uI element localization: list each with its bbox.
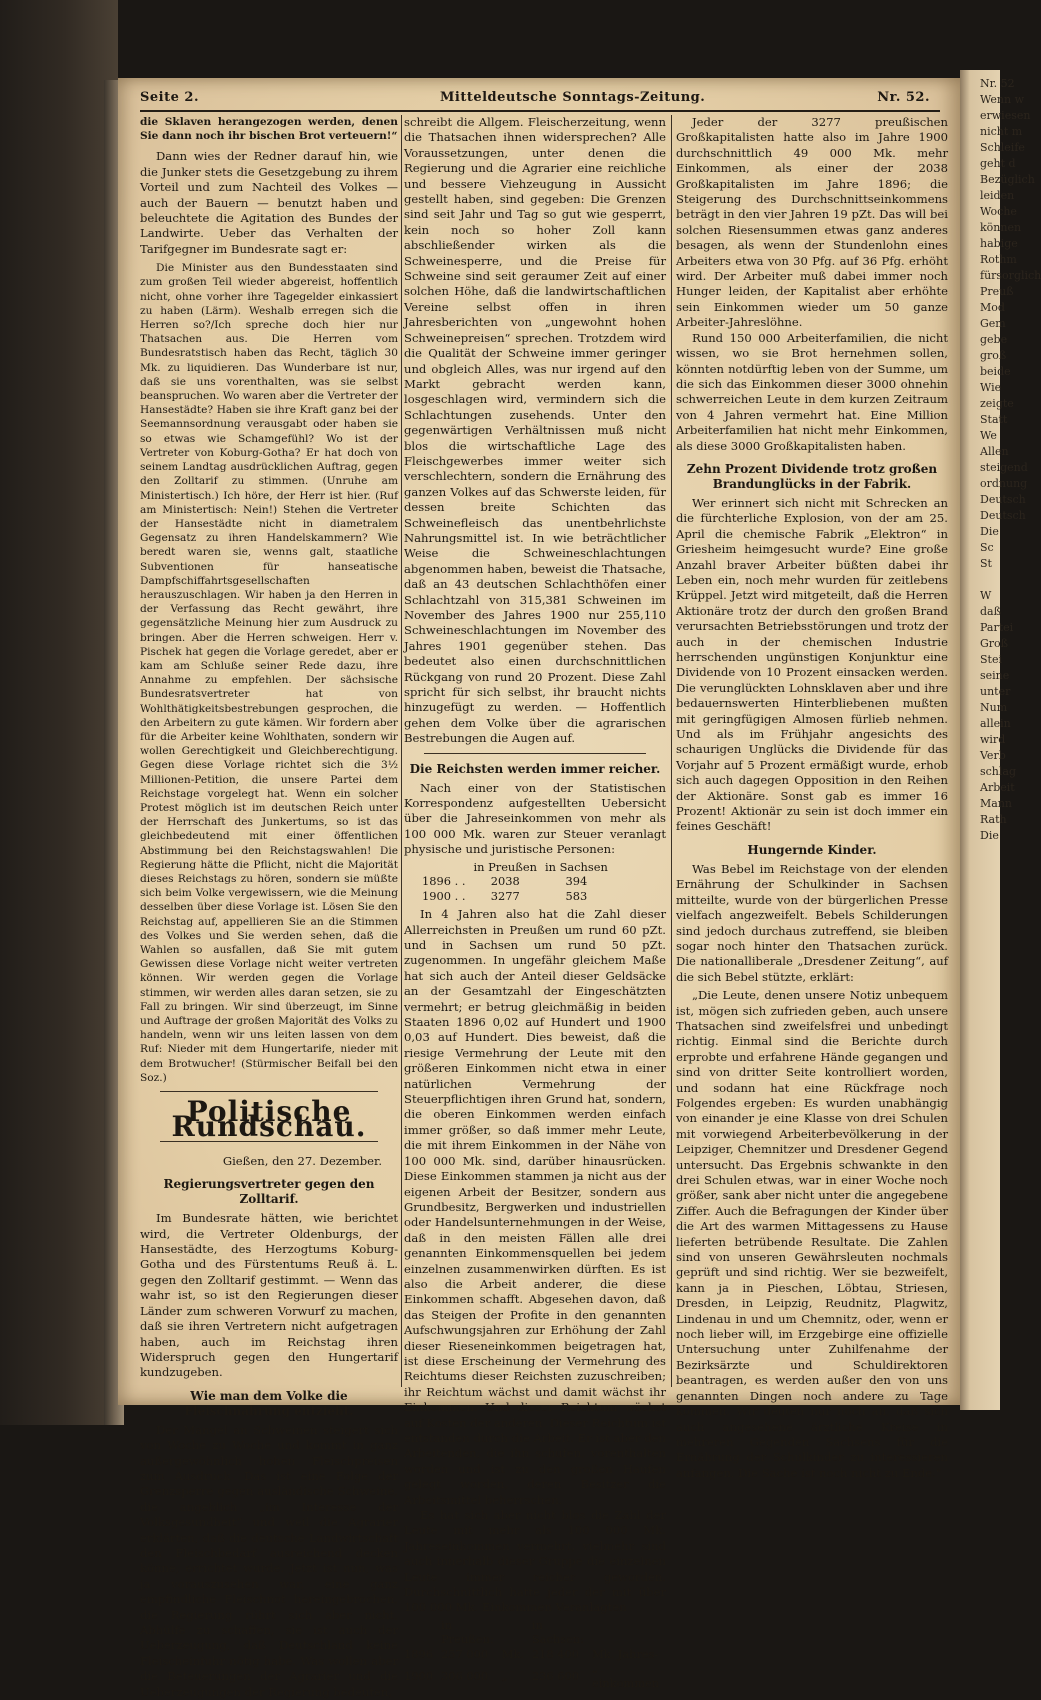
table-row	[404, 1647, 667, 1662]
paragraph: Was Bebel im Reichstage von der elenden Ernährung der Schulkinder in Sachsen mitteilte, wurde von der bürgerlichen Presse vielfach angezweifelt. Bebels Schilderungen sind jedoch durchaus zutreffend, sie bleiben sogar noch hinter den Thatsachen zurück. Die nationalliberale „Dresdener Zeitung“, auf die sich Bebel stützte, erklärt:	[676, 861, 948, 984]
section-title: Politische Rundschau.	[171, 1095, 367, 1144]
table-cell: 218 400	[531, 1646, 579, 1661]
dateline: Gießen, den 27. Dezember.	[222, 1153, 382, 1168]
table-header-cell: in Preußen:	[441, 1617, 494, 1647]
newspaper-title: Mitteldeutsche Sonntags-Zeitung.	[440, 90, 706, 105]
paragraph: Der Mangel an Schweinen steigert sich von Woche zu Woche und kommt in ganz außergewöhnlich hohen Fleischpreisen zum Ausdruck. Das ist eine Folge der Grenzsperre gegen ausländische Schweine, die angeblich „im Interesse der Volksgesundheit“ und weil die Agrarier erklärten, daß die deutsche Landwirtschaft den Fleischbedarf ausreichend decken könne, errichtet wurde. Jetzt ist nun, was ja vorauszusehen war, eine ganz empfindliche Fleischnot hereingebrochen, die Regierung rührt sich aber nicht, Abhülfe zu schaffen, sie ist auch der Ueberzeugung, daß Deutschland keine Fleischeinfuhr nötig habe. Was wollen aber die Beteuerungen der Agrarier und die Ueberzeugungen der Regierung bedeuten,	[140, 1422, 398, 1699]
article-heading: Zehn Prozent Dividende trotz großen Brandunglücks in der Fabrik.	[686, 461, 938, 491]
table-cell: Mk.	[501, 1646, 524, 1661]
paragraph: schreibt die Allgem. Fleischerzeitung, wenn die Thatsachen ihnen widersprechen? Alle Voraussetzungen, unter denen die Regierung und die Agrarier eine reichliche und bessere Viehzeugung in Aussicht gestellt haben, sind gegeben: Die Grenzen sind seit Jahr und Tag so gut wie gesperrt, kein noch so hoher Zoll kann abschließender wirken als die Schweinesperre, und die Preise für Schweine sind seit geraumer Zeit auf einer solchen Höhe, daß die landwirtschaftlichen Vereine selbst offen in ihren Jahresberichten von „ungewohnt hohen Schweinepreisen“ sprechen. Trotzdem wird die Qualität der Schweine immer geringer und obgleich Alles, was nur irgend auf den Markt gebracht werden kann, losgeschlagen wird, vermindern sich die Schlachtungen zusehends. Unter den gegenwärtigen Verhältnissen muß nicht blos die wirtschaftliche Lage des Fleischgewerbes immer weiter sich verschlechtern, sondern die Ernährung des ganzen Volkes auf das Schwerste leiden, für dessen breite Schichten das Schweinefleisch das unentbehrlichste Nahrungsmittel ist. In wie beträchtlicher Weise die Schweineschlachtungen abgenommen haben, beweist die Thatsache, daß an 43 deutschen Schlachthöfen einer Schlachtzahl von 315,381 Schweinen im November des Jahres 1900 nur 255,110 Schweineschlachtungen im November des Jahres 1901 gegenüber stehen. Das bedeutet also einen durchschnittlichen Rückgang von rund 20 Prozent. Diese Zahl spricht für sich selbst, ihr braucht nichts hinzugefügt zu werden. — Hoffentlich gehen dem Volke über die agrarischen Bestrebungen die Augen auf.	[404, 115, 666, 746]
quoted-paragraph: „Die Leute, denen unsere Notiz unbequem ist, mögen sich zufrieden geben, auch unsere Thatsachen sind zweifelsfrei und unbedingt richtig. Einmal sind die Berichte durch erprobte und erfahrene Hände gegangen und sind von dritter Seite kontrolliert worden, und sodann hat eine Rückfrage noch Folgendes ergeben: Es wurden unabhängig von einander je eine Klasse von drei Schulen mit vorwiegend Arbeiterbevölkerung in der Leipziger, Chemnitzer und Dresdener Gegend untersucht. Das Ergebnis schwankte in den drei Schulen etwas, war in einer Woche noch größer, sank aber nicht unter die angegebene Ziffer. Auch die Befragungen der Kinder über die Art des warmen Mittagessens zu Hause lieferten betrübende Resultate. Die Zahlen sind von unseren Gewährsleuten nochmals geprüft und sind richtig. Wer sie bezweifelt, kann ja in Pieschen, Löbtau, Striesen, Dresden, in Leipzig, Reudnitz, Plagwitz, Lindenau in und um Chemnitz, oder, wenn er noch lieber will, im Erzgebirge eine offizielle Untersuchung unter Zuhilfenahme der Bezirksärzte und Schuldirektoren beantragen, es werden außer den von uns genannten Dingen noch andere zu Tage kommen. Wir deuten nur noch an, daß sich auch angesehene ärztliche Kreise in mehreren Gegenden Sachsens für die Ernährung der Schulkinder zu interessieren anfangen. Die Sache ist noch nicht zu Ende.“	[676, 988, 948, 1480]
table-header-cell: in Sachsen:	[531, 1617, 584, 1647]
adjacent-page-edge	[960, 70, 1041, 1410]
column-divider	[671, 115, 672, 1387]
article-heading: Wie man dem Volke die Fleischnahrung entzieht.	[184, 1388, 354, 1418]
paragraph: Jeder der 3277 preußischen Großkapitalisten hatte also im Jahre 1900 durchschnittlich 49 000 Mk. mehr Einkommen, als einer der 2038 Großkapitalisten im Jahre 1896; die Steigerung des Durchschnittseinkommens beträgt in den vier Jahren 19 pZt. Das will bei solchen Riesensummen etwas ganz anderes besagen, als wenn der Stundenlohn eines Arbeiters etwa von 30 Pfg. auf 36 Pfg. erhöht wird. Der Arbeiter muß dabei immer noch Hunger leiden, der Kapitalist aber erhöhte sein Einkommen wieder um 50 ganze Arbeiter-Jahreslöhne.	[676, 115, 948, 330]
header-rule	[140, 110, 940, 112]
issue-number: Nr. 52.	[877, 90, 930, 105]
article-heading: Hungernde Kinder.	[747, 842, 877, 857]
section-rule	[160, 1091, 378, 1092]
income-table	[422, 860, 616, 904]
table-header-cell	[502, 1618, 532, 1647]
paragraph: Wer erinnert sich nicht mit Schrecken an die fürchterliche Explosion, von der am 25. April die chemische Fabrik „Elektron“ in Griesheim heimgesucht wurde? Eine große Anzahl braver Arbeiter büßten dabei ihr Leben ein, noch mehr wurden für zeitlebens Krüppel. Jetzt wird mitgeteilt, daß die Herren Aktionäre trotz der durch den großen Brand verursachten Betriebsstörungen und trotz der auch in der chemischen Industrie herrschenden ungünstigen Konjunktur eine Dividende von 10 Prozent einsacken werden. Die verunglückten Lohnsklaven aber und ihre bedauernswerten Hinterbliebenen mußten mit geringfügigen Almosen fürlieb nehmen. Und als im Frühjahr angesichts des schaurigen Unglücks die Dividende für das Vorjahr auf 5 Prozent ermäßigt wurde, erhob sich auch dagegen Opposition in den Reihen der Aktionäre. Sonst gab es immer 16 Prozent! Aktionär zu sein ist doch immer ein feines Geschäft!	[676, 495, 948, 834]
table-header-cell: in Sachsen	[544, 859, 608, 874]
section-rule	[424, 753, 646, 754]
table-cell: 257 000	[441, 1646, 489, 1661]
table-cell: 583	[565, 888, 588, 903]
table-cell: 2038	[490, 874, 520, 889]
page-number: Seite 2.	[140, 90, 199, 105]
table-header-cell	[404, 1618, 441, 1647]
page-header	[140, 88, 940, 110]
table-header-cell	[592, 1618, 667, 1647]
table-header-cell: in Preußen	[473, 859, 537, 874]
table-cell: 394	[565, 874, 588, 889]
table-cell: 1900	[404, 1668, 433, 1683]
table-cell: 1900 . .	[422, 888, 466, 903]
table-cell: 1896 . .	[422, 874, 466, 889]
book-binding	[0, 0, 118, 1425]
paragraph: Es hat sich aber nicht blos die Zahl der Leute mit mehr als 100 000 Mk. Jahreseinkommen vermehrt, vielmehr sind auch innerhalb dieser Gruppe die einzelnen Leute immer reicher geworden. Durchschnittlich hatte jeder der mit über 100 000 Mk. Einkommen Veranlagten	[404, 1508, 666, 1615]
paragraph: Im Bundesrate hätten, wie berichtet wird, die Vertreter Oldenburgs, der Hansestädte, des Herzogtums Koburg-Gotha und des Fürstentums Reuß ä. L. gegen den Zolltarif gestimmt. — Wenn das wahr ist, so ist den Regierungen dieser Länder zum schweren Vorwurf zu machen, daß sie ihren Vertretern nicht aufgetragen haben, auch im Reichstag ihren Widerspruch gegen den Hungertarif kundzugeben.	[140, 1211, 398, 1380]
table-row	[422, 889, 616, 904]
table-cell: Mk. Jahres-	[591, 1646, 659, 1661]
column-2	[404, 115, 667, 1690]
table-header-cell	[422, 860, 473, 875]
table-cell: „ einkommen	[591, 1661, 660, 1690]
speech-quote: Die Minister aus den Bundesstaaten sind zum großen Teil wieder abgereist, hoffentlich nicht, ohne vorher ihre Tagegelder einkassiert zu haben (Lärm). Weshalb erregen sich die Herren so?/Ich spreche doch hier nur Thatsachen aus. Die Herren vom Bundesratstisch haben das Recht, täglich 30 Mk. zu liquidieren. Das Wunderbare ist nur, daß sie uns vorenthalten, was sie selbst beanspruchen. Wo waren aber die Vertreter der Hansestädte? Haben sie ihre Kraft ganz bei der Seemannsordnung verausgabt oder haben sie so etwas wie Schamgefühl? Wo ist der Vertreter von Koburg-Gotha? Er hat doch von seinem Landtag ausdrücklichen Auftrag, gegen den Zolltarif zu stimmen. (Unruhe am Ministertisch.) Ich höre, der Herr ist hier. (Ruf am Ministertisch: Nein!) Stehen die Vertreter der Hansestädte nicht in diametralem Gegensatz zu ihren Handelskammern? Wie beredt waren sie, wenns galt, staatliche Subventionen für hanseatische Dampfschiffahrtsgesellschaften herauszuschlagen. Wir haben ja den Herren in der Verfassung das Recht gewährt, ihre gegensätzliche Meinung hier zum Ausdruck zu bringen. Aber die Herren schweigen. Herr v. Pischek hat gegen die Vorlage geredet, aber er kam am Schluße seiner Rede dazu, ihre Annahme zu empfehlen. Der sächsische Bundesratsvertreter hat von Wohlthätigkeitsbestrebungen gesprochen, die den Arbeitern zu gute kämen. Wir fordern aber für die Arbeiter keine Wohlthaten, sondern wir wollen Gerechtigkeit und Gleichberechtigung. Gegen diese Vorlage richtet sich die 3½ Millionen-Petition, die unsere Partei dem Reichstage vorgelegt hat. Wenn ein solcher Protest möglich ist im deutschen Reich unter der Herrschaft des Junkertums, so ist das gleichbedeutend mit einer öffentlichen Abstimmung bei den Reichstagswahlen! Die Regierung hätte die Pflicht, nicht die Majorität dieses Reichstags zu hören, sondern sie müßte sich beim Volke vergewissern, wie die Meinung desselben über diese Vorlage ist. Lösen Sie den Reichstag auf, appellieren Sie an die Stimmen des Volkes und Sie werden sehen, daß die Wahlen so ausfallen, daß Sie mit gutem Gewissen diese Vorlage nicht weiter vertreten können. Wir werden gegen die Vorlage stimmen, wir werden alles daran setzen, sie zu Fall zu bringen. Wir sind überzeugt, im Sinne und Auftrage der großen Majorität des Volks zu handeln, wenn wir uns leiten lassen von dem Ruf: Nieder mit dem Hungertarife, nieder mit dem Brotwucher! (Stürmischer Beifall bei den Soz.)	[140, 262, 398, 1084]
table-cell: 306 000	[441, 1668, 489, 1683]
paragraph: Dann wies der Redner darauf hin, wie die Junker stets die Gesetzgebung zu ihrem Vorteil und zum Nachteil des Volkes — auch der Bauern — benutzt haben und beleuchtete die Agitation des Bundes der Landwirte. Ueber das Verhalten der Tarifgegner im Bundesrate sagt er:	[140, 149, 398, 256]
article-heading: Die Reichsten werden immer reicher.	[409, 761, 661, 776]
column-1	[140, 115, 398, 1699]
table-cell: 236 600	[531, 1668, 579, 1683]
paragraph: Nach einer von der Statistischen Korrespondenz aufgestellten Uebersicht über die Jahreseinkommen von mehr als 100 000 Mk. waren zur Steuer veranlagt physische und juristische Personen:	[404, 780, 666, 857]
article-heading: Regierungsvertreter gegen den Zolltarif.	[163, 1177, 375, 1207]
paragraph: die Sklaven herangezogen werden, denen Sie dann noch ihr bischen Brot verteuern!“	[140, 116, 398, 143]
paragraph: Rund 150 000 Arbeiterfamilien, die nicht wissen, wo sie Brot hernehmen sollen, könnten notdürftig leben von der Summe, um die sich das Einkommen dieser 3000 ohnehin schwerreichen Leute in dem kurzen Zeitraum von 4 Jahren vermehrt hat. Eine Million Arbeiterfamilien hat nicht mehr Einkommen, als diese 3000 Großkapitalisten haben.	[676, 330, 948, 453]
table-row	[404, 1661, 667, 1690]
table-row	[422, 874, 616, 889]
column-3	[676, 115, 948, 1480]
paragraph: In 4 Jahren also hat die Zahl dieser Allerreichsten in Preußen um rund 60 pZt. und in Sachsen um rund 50 pZt. zugenommen. In ungefähr gleichem Maße hat sich auch der Anteil dieser Geldsäcke an der Gesamtzahl der Eingeschätzten vermehrt; er betrug gleichmäßig in beiden Staaten 1896 0,02 auf Hundert und 1900 0,03 auf Hundert. Dies beweist, daß die riesige Vermehrung der Leute mit den größeren Einkommen nicht etwa in einer natürlichen Vermehrung der Steuerpflichtigen ihren Grund hat, sondern, die oberen Einkommen werden einfach immer größer, so daß immer mehr Leute, die mit ihrem Einkommen in der Nähe von 100 000 Mk. sind, darüber hinausrücken. Diese Einkommen stammen ja nicht aus der eigenen Arbeit der Besitzer, sondern aus Grundbesitz, Bergwerken und industriellen oder Handelsunternehmungen in der Weise, daß in den meisten Fällen alle drei genannten Einkommensquellen bei jedem einzelnen zusammenwirken dürften. Es ist also die Arbeit anderer, die diese Einkommen schafft. Abgesehen davon, daß das Steigen der Profite in den genannten Aufschwungsjahren zur Erhöhung der Zahl dieser Rieseneinkommen beigetragen hat, ist diese Erscheinung der Vermehrung des Reichtums dieser Reichsten zuzuschreiben; ihr Reichtum wächst und damit wächst ihr Einkommen. Und dieser Reichtum wächst auf Kosten der anderen. Dieser Reichtum ist entstanden durch die Arbeit. Er ist aber den Arbeitenden, die ihn schufen, vorenthalten worden und ist zu den großen Haufen gelegt worden, deren Besitzer die Arbeitsmittel beherrschen.	[404, 907, 667, 1507]
table-cell: 1896	[404, 1646, 433, 1661]
table-cell: 3277	[490, 888, 520, 903]
adjacent-page-text: Nr. 52 Wenn w erwiesen nicht m Schleife geht d Bezüglich leiden Woche können habige Rothm fürsorglich Preuß Mod Gem gebe groß beide Wie zeigte Statt We Allen steigend ordnung Deutsch Deutsch Die Sc St W daß Partei Groß Stei seine unter Num allein wird Verb schlag Arbeit Mann Rath Die	[980, 77, 1041, 842]
column-divider	[401, 115, 402, 1387]
table-cell: „	[501, 1668, 508, 1683]
average-income-table	[404, 1618, 667, 1691]
